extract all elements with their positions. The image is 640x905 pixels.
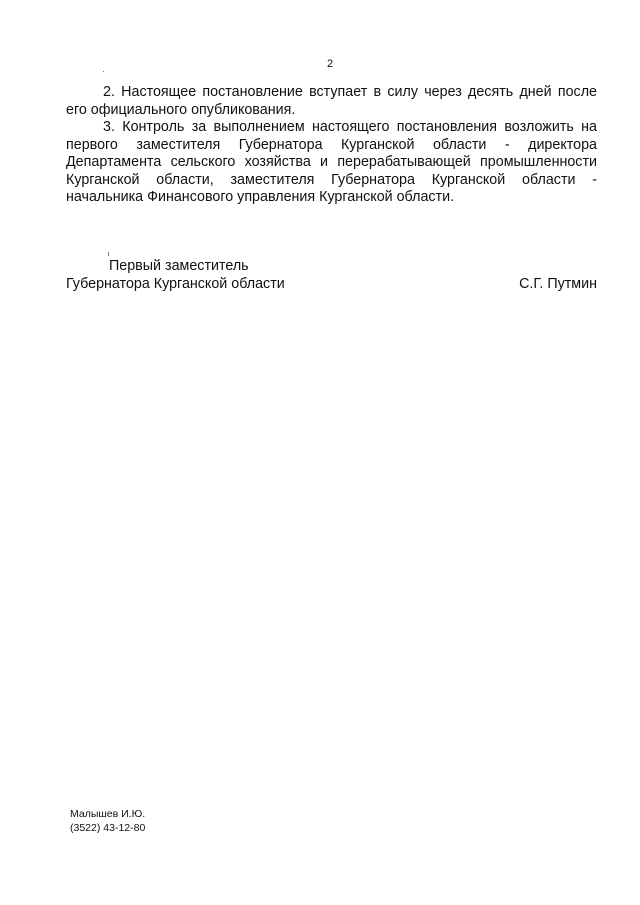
executor-phone: (3522) 43-12-80 [70, 822, 146, 834]
signatory-name: С.Г. Путмин [519, 275, 597, 292]
signatory-position-line1: Первый заместитель [109, 258, 249, 274]
page-number: 2 [326, 58, 334, 70]
scan-speck [103, 71, 104, 72]
signature-line [66, 276, 597, 294]
executor-name: Малышев И.Ю. [70, 808, 146, 820]
signature-block [66, 258, 597, 293]
signatory-position-line2: Губернатора Курганской области [66, 275, 285, 292]
paragraph-2: 2. Настоящее постановление вступает в силу через десять дней после его официального опубликования. [66, 84, 597, 118]
document-body [66, 84, 597, 207]
paragraph-3: 3. Контроль за выполнением настоящего постановления возложить на первого заместителя Губернатора Курганской области - директора Департамента сельского хозяйства и перерабатывающей промышленности Курганской области, заместителя Губернатора Курганской области - начальника Финансового управления Курганской области. [66, 119, 597, 205]
scan-speck [108, 252, 109, 256]
executor-info [70, 807, 145, 835]
